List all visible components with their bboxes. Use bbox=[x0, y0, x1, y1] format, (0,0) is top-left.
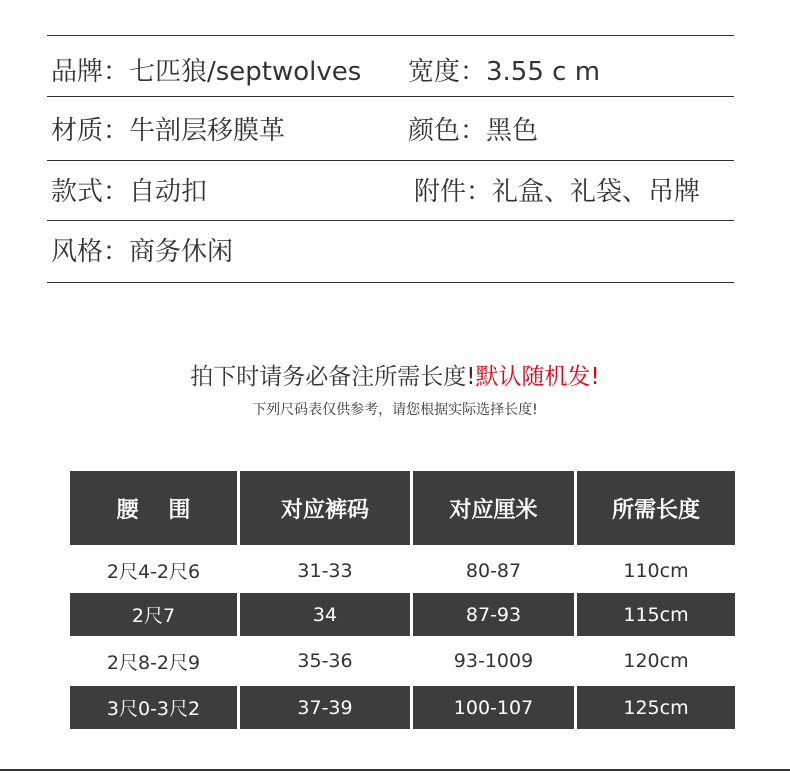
cell-length: 110cm bbox=[577, 550, 735, 591]
cell-pants-size: 35-36 bbox=[240, 640, 410, 682]
spec-material: 材质：牛剖层移膜革 bbox=[51, 116, 286, 146]
spec-divider-3 bbox=[47, 220, 734, 221]
cell-waist: 2尺4-2尺6 bbox=[70, 550, 237, 591]
cell-pants-size: 37-39 bbox=[240, 686, 410, 729]
notice-headline bbox=[0, 362, 790, 392]
cell-pants-size: 31-33 bbox=[240, 550, 410, 591]
spec-brand: 品牌：七匹狼/septwolves bbox=[51, 57, 362, 87]
spec-divider-top bbox=[47, 35, 734, 36]
spec-divider-1 bbox=[47, 96, 734, 97]
table-row bbox=[70, 550, 735, 591]
table-header-row bbox=[70, 471, 735, 545]
spec-style: 款式：自动扣 bbox=[51, 177, 208, 207]
cell-cm: 80-87 bbox=[413, 550, 574, 591]
notice-emphasis: 默认随机发! bbox=[475, 364, 600, 390]
cell-cm: 93-1009 bbox=[413, 640, 574, 682]
cell-pants-size: 34 bbox=[240, 593, 410, 636]
notice-subline: 下列尺码表仅供参考，请您根据实际选择长度! bbox=[252, 402, 538, 418]
cell-waist: 2尺8-2尺9 bbox=[70, 640, 237, 682]
spec-color: 颜色：黑色 bbox=[408, 116, 539, 146]
cell-length: 115cm bbox=[577, 593, 735, 636]
spec-category: 风格：商务休闲 bbox=[51, 237, 234, 267]
cell-cm: 87-93 bbox=[413, 593, 574, 636]
cell-length: 125cm bbox=[577, 686, 735, 729]
cell-cm: 100-107 bbox=[413, 686, 574, 729]
cell-waist: 3尺0-3尺2 bbox=[70, 686, 237, 729]
spec-divider-2 bbox=[47, 160, 734, 161]
spec-width: 宽度：3.55 c m bbox=[408, 57, 601, 87]
page-bottom-divider bbox=[0, 769, 790, 771]
cell-length: 120cm bbox=[577, 640, 735, 682]
header-pants-size: 对应裤码 bbox=[240, 471, 410, 545]
spec-divider-bottom bbox=[47, 282, 734, 283]
cell-waist: 2尺7 bbox=[70, 593, 237, 636]
header-waist: 腰 围 bbox=[70, 471, 237, 545]
header-cm: 对应厘米 bbox=[413, 471, 574, 545]
table-row bbox=[70, 686, 735, 729]
notice-main: 拍下时请务必备注所需长度! bbox=[190, 364, 476, 390]
spec-accessories: 附件：礼盒、礼袋、吊牌 bbox=[414, 177, 701, 207]
table-row bbox=[70, 593, 735, 636]
table-row bbox=[70, 640, 735, 682]
header-length: 所需长度 bbox=[577, 471, 735, 545]
